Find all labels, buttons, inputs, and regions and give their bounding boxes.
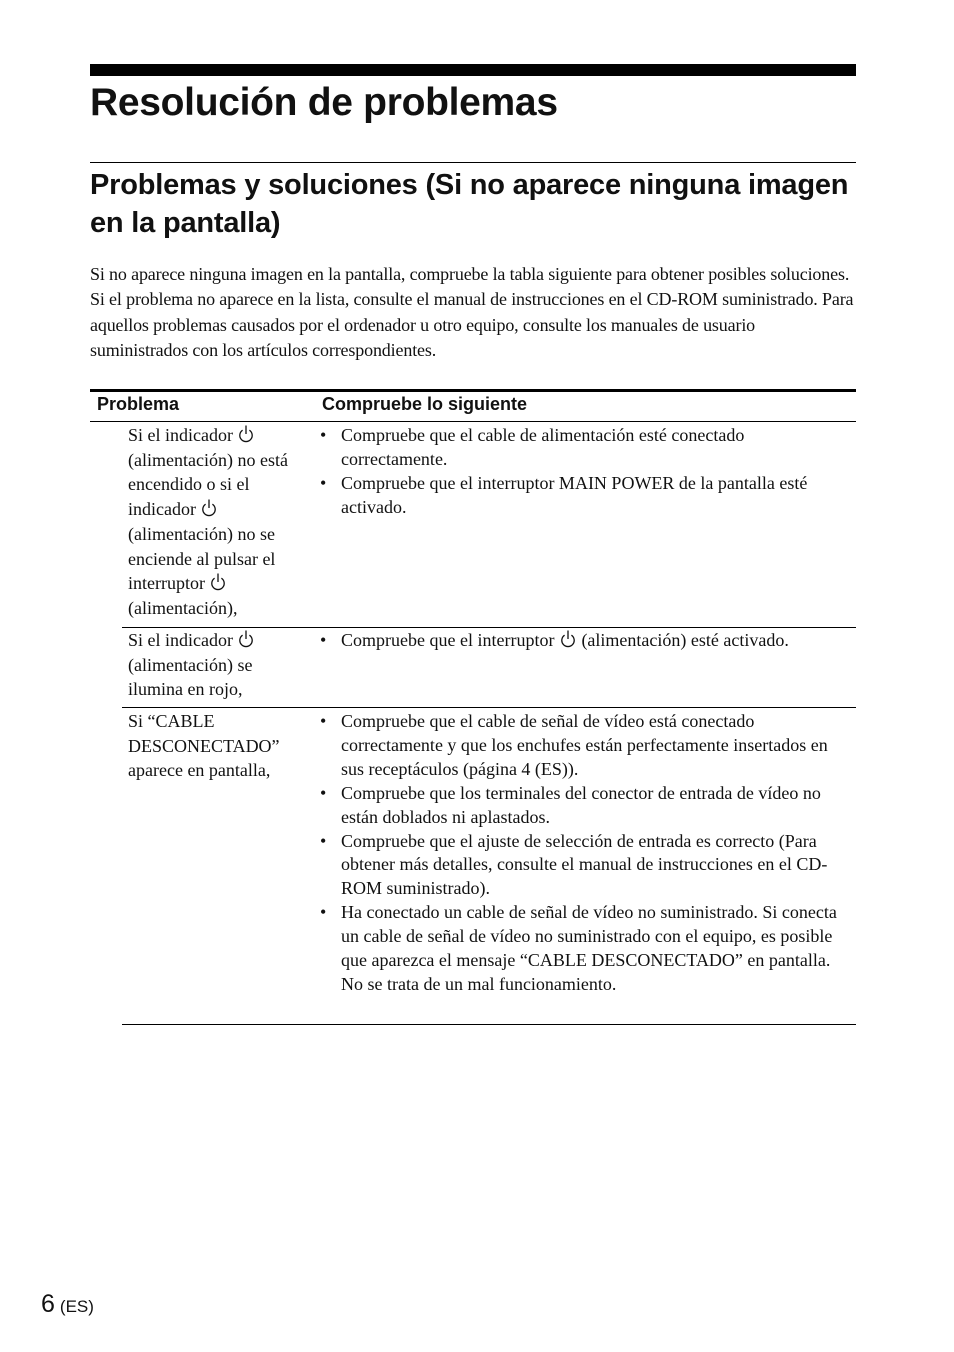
problem-cell-power-off: Si el indicador (alimentación) no está encendido o si el indicador (alimentación) no se enciende al pulsar el interruptor (alimentación), xyxy=(128,425,288,618)
page-number: 6 xyxy=(41,1290,55,1318)
page-footer xyxy=(41,1290,94,1319)
bullet: • xyxy=(320,902,327,923)
list-item: • Compruebe que el ajuste de selección de entrada es correcto (Para obtener más detalles, consulte el manual de instrucciones en el CD-ROM suministrado). xyxy=(320,830,828,899)
page-language: (ES) xyxy=(59,1297,94,1316)
bullet: • xyxy=(320,425,327,445)
header-check: Compruebe lo siguiente xyxy=(322,394,528,414)
problem-cell-cable-disconnected: Si “CABLE DESCONECTADO” aparece en pantalla, xyxy=(128,711,280,781)
check-list-red-indicator xyxy=(320,629,850,653)
power-icon xyxy=(210,572,226,591)
power-icon xyxy=(560,629,576,648)
list-item: • Compruebe que el cable de alimentación esté conectado correctamente. xyxy=(320,425,745,469)
table-header-rule xyxy=(90,421,856,422)
list-item: • Compruebe que el cable de señal de vídeo está conectado correctamente y que los enchufes están perfectamente insertados en sus receptáculos (página 4 (ES)). xyxy=(320,711,828,779)
table-top-rule xyxy=(90,389,856,392)
power-icon xyxy=(238,629,254,648)
header-problem: Problema xyxy=(97,394,180,414)
subtitle-top-rule xyxy=(90,162,856,163)
table-bottom-rule xyxy=(122,1024,856,1025)
check-list-power-off xyxy=(320,424,850,520)
list-item: • Compruebe que los terminales del conector de entrada de vídeo no están doblados ni aplastados. xyxy=(320,782,821,827)
row-rule xyxy=(122,707,856,708)
problem-cell-red-indicator: Si el indicador (alimentación) se ilumina en rojo, xyxy=(128,628,308,702)
check-list-cable-disconnected xyxy=(320,710,850,997)
list-item: • Ha conectado un cable de señal de vídeo no suministrado. Si conecta un cable de señal de vídeo no suministrado con el equipo, es posible que aparezca el mensaje “CABLE DESCONECTADO” en pantalla. No se trata de un mal funcionamiento. xyxy=(320,902,837,994)
bullet: • xyxy=(320,472,327,493)
bullet: • xyxy=(320,711,327,731)
section-title: Problemas y soluciones (Si no aparece ninguna imagen en la pantalla) xyxy=(90,169,849,239)
power-icon xyxy=(201,498,217,517)
power-icon xyxy=(238,424,254,443)
title-top-rule xyxy=(90,64,856,76)
intro-paragraph: Si no aparece ninguna imagen en la pantalla, compruebe la tabla siguiente para obtener posibles soluciones. Si el problema no aparece en la lista, consulte el manual de instrucciones en el CD-ROM suministrado. Para aquellos problemas causados por el ordenador u otro equipo, consulte los manuales de usuario suministrados con los artículos correspondientes. xyxy=(90,264,854,360)
bullet: • xyxy=(320,782,327,803)
page-title: Resolución de problemas xyxy=(90,81,558,124)
bullet: • xyxy=(320,830,327,851)
bullet: • xyxy=(320,630,327,650)
list-item: • Compruebe que el interruptor MAIN POWER de la pantalla esté activado. xyxy=(320,472,808,517)
list-item: • Compruebe que el interruptor (alimentación) esté activado. xyxy=(320,629,850,653)
